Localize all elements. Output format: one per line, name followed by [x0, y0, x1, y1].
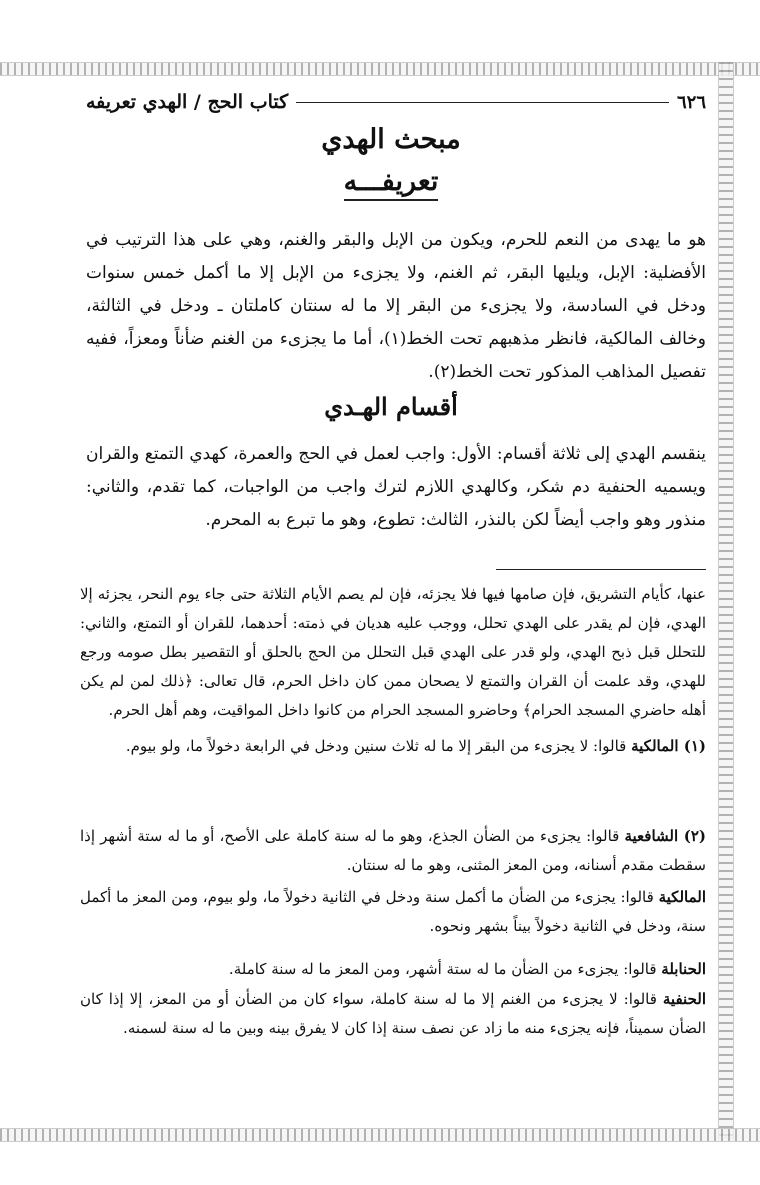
- footnote-hanbali: [80, 955, 706, 984]
- footnote-1-text: قالوا: لا يجزىء من البقر إلا ما له ثلاث سنين ودخل في الرابعة دخولاً ما، ولو بيوم.: [125, 737, 632, 755]
- footnote-maliki: [80, 883, 706, 941]
- footnote-2-text: قالوا: يجزىء من الضأن الجذع، وهو ما له سنة كاملة على الأصح، أو ما له ستة أشهر إذا سقطت مقدم أسنانه، ومن المعز المثنى، وهو ما له سنتان.: [80, 827, 706, 874]
- sections-heading: أقسام الهـدي: [324, 392, 458, 421]
- footnote-maliki-label: المالكية: [658, 888, 706, 906]
- decorative-border-right: [718, 62, 734, 1140]
- footnote-1: [80, 732, 706, 761]
- sections-paragraph: ينقسم الهدي إلى ثلاثة أقسام: الأول: واجب لعمل في الحج والعمرة، كهدي التمتع والقران ويسميه الحنفية دم شكر، وكالهدي اللازم لترك واجب من الواجبات، كما تقدم، والثاني: منذور وهو واجب أيضاً لكن بالنذر، الثالث: تطوع، وهو ما تبرع به المحرم.: [86, 444, 706, 530]
- decorative-border-bottom: [0, 1128, 760, 1142]
- footnote-maliki-text: قالوا: يجزىء من الضأن ما أكمل سنة ودخل في الثانية دخولاً ما، ولو بيوم، ومن المعز ما أكمل سنة، ودخل في الثانية دخولاً بيناً بشهر ونحوه.: [80, 888, 706, 935]
- footnote-hanbali-text: قالوا: يجزىء من الضأن ما له ستة أشهر، ومن المعز ما له سنة كاملة.: [228, 960, 662, 978]
- header-rule: [296, 102, 669, 103]
- footnote-continuation: عنها، كأيام التشريق، فإن صامها فيها فلا يجزئه، فإن لم يصم الأيام الثلاثة حتى جاء يوم النحر، يجزئه إلا الهدي، فإن لم يقدر على الهدي تحلل، ووجب عليه هديان في ذمته: أحدهما، للقران أو التمتع، والثاني: للتحلل قبل ذبح الهدي، ولو قدر على الهدي قبل التحلل من الحج بالحلق أو التقصير بطل صومه ورجع للهدي، وقد علمت أن القران والتمتع لا يصحان ممن كان داخل الحرم، قال تعالى: ﴿ذلك لمن لم يكن أهله حاضري المسجد الحرام﴾ وحاضرو المسجد الحرام من كانوا داخل المواقيت، وهم أهل الحرم.: [80, 585, 706, 719]
- decorative-border-top: [0, 62, 760, 76]
- chapter-heading: مبحث الهدي: [321, 124, 461, 155]
- footnote-hanafi-label: الحنفية: [662, 990, 706, 1008]
- definition-paragraph: هو ما يهدى من النعم للحرم، ويكون من الإبل والبقر والغنم، وهي على هذا الترتيب في الأفضلية: الإبل، ويليها البقر، ثم الغنم، ولا يجزىء من الإبل إلا ما أكمل خمس سنوات ودخل في السادسة، ولا يجزىء من البقر إلا ما له سنتان كاملتان ـ ودخل في الثالثة، وخالف المالكية، فانظر مذهبهم تحت الخط(١)، أما ما يجزىء من الغنم ضأناً ومعزاً، ففيه تفصيل المذاهب المذكور تحت الخط(٢).: [86, 230, 706, 382]
- footnote-2: [80, 822, 706, 880]
- footnote-hanafi: [80, 985, 706, 1043]
- running-header: [76, 84, 706, 120]
- footnote-2-label: (٢) الشافعية: [624, 827, 706, 845]
- definition-heading-text: تعريفـــه: [344, 166, 439, 201]
- footnote-hanbali-label: الحنابلة: [661, 960, 706, 978]
- footnote-1-label: (١) المالكية: [631, 737, 706, 755]
- running-title: كتاب الحج / الهدي تعريفه: [86, 91, 289, 113]
- footnote-hanafi-text: قالوا: لا يجزىء من الغنم إلا ما له سنة كاملة، سواء كان من الضأن أو من المعز، إلا إذا كان الضأن سميناً، فإنه يجزىء منه ما زاد عن نصف سنة إذا كان لا يفرق بينه وبين ما له سنة لسمنه.: [80, 990, 706, 1037]
- footnote-separator: [496, 569, 706, 570]
- definition-heading: [76, 166, 706, 197]
- page-number: ٦٢٦: [676, 91, 706, 113]
